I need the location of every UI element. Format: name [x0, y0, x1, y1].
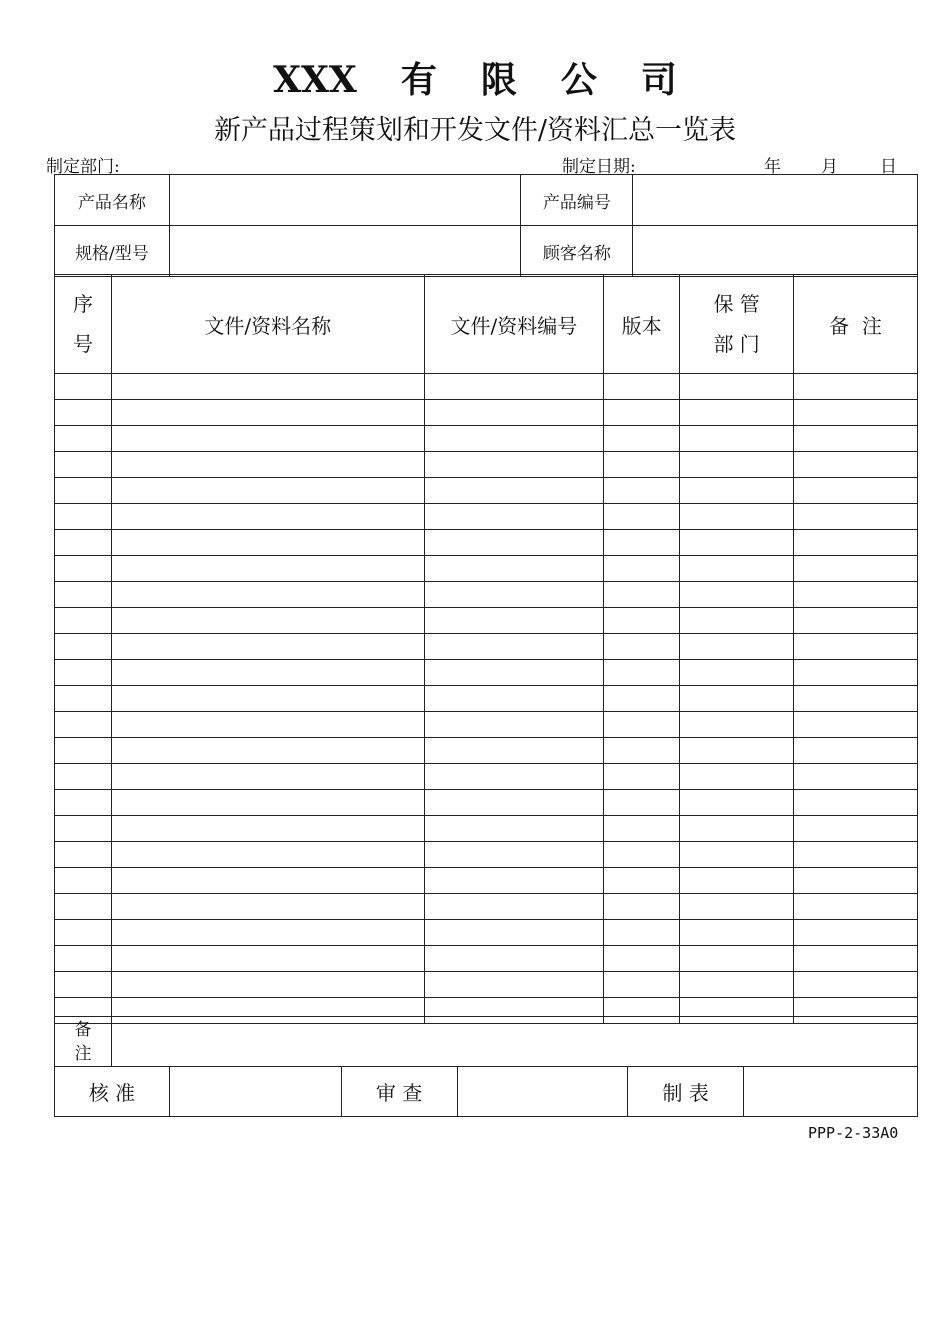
table-cell[interactable]: [604, 452, 680, 478]
table-cell[interactable]: [794, 842, 918, 868]
table-cell[interactable]: [680, 426, 794, 452]
customer-field[interactable]: [633, 226, 918, 277]
table-row: [55, 400, 918, 426]
table-cell[interactable]: [111, 764, 424, 790]
customer-label: 顾客名称: [521, 226, 633, 277]
table-cell[interactable]: [680, 946, 794, 972]
table-cell[interactable]: [604, 660, 680, 686]
table-cell[interactable]: [680, 764, 794, 790]
title-part: 公: [560, 59, 597, 101]
table-cell[interactable]: [604, 608, 680, 634]
approve-label: 核 准: [55, 1067, 170, 1117]
form-code: PPP-2-33A0: [808, 1124, 899, 1142]
table-cell[interactable]: [680, 530, 794, 556]
dept-label: 制定部门:: [46, 157, 120, 177]
table-cell[interactable]: [55, 894, 112, 920]
table-cell[interactable]: [111, 634, 424, 660]
table-cell[interactable]: [604, 478, 680, 504]
table-cell[interactable]: [111, 400, 424, 426]
table-row: [55, 556, 918, 582]
table-cell[interactable]: [680, 400, 794, 426]
table-cell[interactable]: [680, 816, 794, 842]
table-row: [55, 946, 918, 972]
col-doc-no: 文件/资料编号: [424, 275, 604, 374]
table-cell[interactable]: [424, 452, 604, 478]
table-row: [55, 660, 918, 686]
table-cell[interactable]: [424, 374, 604, 400]
table-cell[interactable]: [794, 764, 918, 790]
remarks-label: [55, 1017, 112, 1067]
month-label: 月: [821, 157, 838, 177]
table-row: [55, 842, 918, 868]
table-cell[interactable]: [424, 634, 604, 660]
table-cell[interactable]: [604, 530, 680, 556]
table-cell[interactable]: [604, 790, 680, 816]
table-cell[interactable]: [680, 374, 794, 400]
table-cell[interactable]: [111, 556, 424, 582]
table-cell[interactable]: [424, 530, 604, 556]
table-cell[interactable]: [794, 582, 918, 608]
table-cell[interactable]: [604, 582, 680, 608]
product-name-label: 产品名称: [55, 175, 170, 226]
table-row: [55, 790, 918, 816]
table-cell[interactable]: [424, 686, 604, 712]
table-cell[interactable]: [680, 452, 794, 478]
table-cell[interactable]: [111, 530, 424, 556]
col-seq-bottom: 号: [72, 332, 93, 356]
product-no-label: 产品编号: [521, 175, 633, 226]
table-row: [55, 504, 918, 530]
table-cell[interactable]: [111, 946, 424, 972]
table-cell[interactable]: [604, 634, 680, 660]
table-cell[interactable]: [424, 712, 604, 738]
table-cell[interactable]: [604, 842, 680, 868]
table-cell[interactable]: [55, 972, 112, 998]
table-cell[interactable]: [794, 374, 918, 400]
table-cell[interactable]: [424, 946, 604, 972]
table-cell[interactable]: [111, 842, 424, 868]
spec-field[interactable]: [169, 226, 521, 277]
table-cell[interactable]: [794, 504, 918, 530]
year-label: 年: [764, 157, 781, 177]
table-row: [55, 608, 918, 634]
table-cell[interactable]: [55, 660, 112, 686]
table-cell[interactable]: [680, 556, 794, 582]
table-cell[interactable]: [111, 478, 424, 504]
table-cell[interactable]: [604, 374, 680, 400]
table-cell[interactable]: [680, 686, 794, 712]
table-row: [55, 738, 918, 764]
table-row: [55, 478, 918, 504]
table-cell[interactable]: [424, 400, 604, 426]
table-row: [55, 582, 918, 608]
table-cell[interactable]: [794, 738, 918, 764]
table-cell[interactable]: [604, 400, 680, 426]
table-row: [55, 764, 918, 790]
table-cell[interactable]: [680, 738, 794, 764]
table-cell[interactable]: [424, 608, 604, 634]
table-cell[interactable]: [55, 920, 112, 946]
form-subtitle: 新产品过程策划和开发文件/资料汇总一览表: [213, 115, 737, 146]
table-cell[interactable]: [111, 452, 424, 478]
product-name-field[interactable]: [169, 175, 521, 226]
title-part: 司: [640, 59, 677, 101]
title-part: 限: [480, 59, 517, 101]
prepare-field[interactable]: [744, 1067, 918, 1117]
spec-label: 规格/型号: [55, 226, 170, 277]
table-cell[interactable]: [794, 452, 918, 478]
table-cell[interactable]: [55, 556, 112, 582]
table-cell[interactable]: [111, 504, 424, 530]
table-cell[interactable]: [680, 842, 794, 868]
table-cell[interactable]: [680, 972, 794, 998]
table-cell[interactable]: [55, 946, 112, 972]
table-cell[interactable]: [55, 374, 112, 400]
table-cell[interactable]: [424, 426, 604, 452]
table-cell[interactable]: [794, 868, 918, 894]
review-field[interactable]: [457, 1067, 628, 1117]
table-cell[interactable]: [604, 816, 680, 842]
table-cell[interactable]: [111, 660, 424, 686]
table-cell[interactable]: [424, 816, 604, 842]
table-cell[interactable]: [111, 712, 424, 738]
table-row: [55, 374, 918, 400]
table-cell[interactable]: [794, 712, 918, 738]
table-cell[interactable]: [794, 478, 918, 504]
table-cell[interactable]: [55, 842, 112, 868]
col-version: 版本: [604, 275, 680, 374]
table-cell[interactable]: [55, 712, 112, 738]
table-row: [55, 868, 918, 894]
table-cell[interactable]: [680, 868, 794, 894]
table-row: [55, 972, 918, 998]
table-cell[interactable]: [680, 608, 794, 634]
remarks-field[interactable]: [111, 1017, 917, 1067]
table-cell[interactable]: [55, 582, 112, 608]
table-cell[interactable]: [794, 920, 918, 946]
approve-field[interactable]: [169, 1067, 341, 1117]
table-cell[interactable]: [111, 374, 424, 400]
table-cell[interactable]: [794, 686, 918, 712]
table-cell[interactable]: [111, 894, 424, 920]
table-row: [55, 686, 918, 712]
remarks-sign-table: [54, 1016, 918, 1117]
table-cell[interactable]: [424, 660, 604, 686]
table-cell[interactable]: [604, 894, 680, 920]
table-cell[interactable]: [604, 946, 680, 972]
col-remark: 备 注: [794, 275, 918, 374]
company-title: [0, 52, 950, 103]
review-label: 审 查: [341, 1067, 457, 1117]
table-cell[interactable]: [111, 426, 424, 452]
table-cell[interactable]: [111, 738, 424, 764]
table-cell[interactable]: [794, 400, 918, 426]
table-cell[interactable]: [680, 660, 794, 686]
day-label: 日: [880, 157, 897, 177]
date-label: 制定日期:: [562, 157, 636, 177]
table-cell[interactable]: [424, 790, 604, 816]
table-cell[interactable]: [794, 894, 918, 920]
table-row: [55, 816, 918, 842]
table-cell[interactable]: [680, 920, 794, 946]
table-cell[interactable]: [794, 608, 918, 634]
table-cell[interactable]: [55, 608, 112, 634]
table-cell[interactable]: [794, 426, 918, 452]
table-row: [55, 426, 918, 452]
table-cell[interactable]: [680, 894, 794, 920]
table-cell[interactable]: [55, 686, 112, 712]
table-cell[interactable]: [111, 868, 424, 894]
table-cell[interactable]: [424, 972, 604, 998]
table-cell[interactable]: [55, 452, 112, 478]
remarks-label-top: 备: [74, 1019, 92, 1040]
table-cell[interactable]: [424, 582, 604, 608]
table-cell[interactable]: [424, 556, 604, 582]
col-seq: [55, 275, 112, 374]
col-seq-top: 序: [72, 292, 93, 316]
table-cell[interactable]: [111, 608, 424, 634]
table-row: [55, 634, 918, 660]
table-cell[interactable]: [680, 634, 794, 660]
document-list-table: [54, 274, 918, 1024]
table-cell[interactable]: [604, 738, 680, 764]
table-cell[interactable]: [111, 686, 424, 712]
col-dept-top: 保 管: [713, 292, 760, 316]
table-cell[interactable]: [111, 582, 424, 608]
table-cell[interactable]: [55, 816, 112, 842]
table-cell[interactable]: [424, 894, 604, 920]
table-cell[interactable]: [794, 530, 918, 556]
table-cell[interactable]: [604, 972, 680, 998]
table-cell[interactable]: [604, 504, 680, 530]
table-cell[interactable]: [604, 920, 680, 946]
table-cell[interactable]: [424, 920, 604, 946]
table-cell[interactable]: [424, 868, 604, 894]
table-cell[interactable]: [680, 582, 794, 608]
table-cell[interactable]: [55, 504, 112, 530]
table-cell[interactable]: [55, 478, 112, 504]
table-cell[interactable]: [794, 634, 918, 660]
table-cell[interactable]: [55, 868, 112, 894]
table-cell[interactable]: [604, 556, 680, 582]
header-row: [55, 275, 918, 374]
table-cell[interactable]: [794, 946, 918, 972]
table-cell[interactable]: [55, 790, 112, 816]
table-row: [55, 452, 918, 478]
table-cell[interactable]: [111, 920, 424, 946]
product-info-table: [54, 174, 918, 277]
product-no-field[interactable]: [633, 175, 918, 226]
table-cell[interactable]: [111, 790, 424, 816]
table-row: [55, 712, 918, 738]
table-cell[interactable]: [604, 712, 680, 738]
col-dept: [680, 275, 794, 374]
table-cell[interactable]: [604, 426, 680, 452]
table-cell[interactable]: [604, 868, 680, 894]
table-cell[interactable]: [604, 764, 680, 790]
table-cell[interactable]: [604, 686, 680, 712]
remarks-label-bottom: 注: [74, 1043, 92, 1064]
table-cell[interactable]: [55, 530, 112, 556]
table-cell[interactable]: [424, 738, 604, 764]
table-cell[interactable]: [55, 426, 112, 452]
table-row: [55, 894, 918, 920]
table-cell[interactable]: [794, 660, 918, 686]
col-dept-bottom: 部 门: [713, 332, 760, 356]
table-cell[interactable]: [111, 972, 424, 998]
table-cell[interactable]: [680, 478, 794, 504]
title-part: 有: [400, 59, 437, 101]
table-cell[interactable]: [794, 816, 918, 842]
table-cell[interactable]: [680, 712, 794, 738]
table-cell[interactable]: [680, 790, 794, 816]
table-cell[interactable]: [424, 478, 604, 504]
table-cell[interactable]: [424, 764, 604, 790]
table-row: [55, 530, 918, 556]
table-row: [55, 920, 918, 946]
table-cell[interactable]: [55, 634, 112, 660]
table-cell[interactable]: [111, 816, 424, 842]
title-part: XXX: [273, 59, 357, 101]
table-cell[interactable]: [55, 738, 112, 764]
table-cell[interactable]: [424, 842, 604, 868]
col-doc-name: 文件/资料名称: [111, 275, 424, 374]
table-cell[interactable]: [794, 556, 918, 582]
table-cell[interactable]: [794, 972, 918, 998]
table-cell[interactable]: [55, 764, 112, 790]
table-cell[interactable]: [680, 504, 794, 530]
table-cell[interactable]: [424, 504, 604, 530]
table-cell[interactable]: [55, 400, 112, 426]
prepare-label: 制 表: [628, 1067, 744, 1117]
table-cell[interactable]: [794, 790, 918, 816]
